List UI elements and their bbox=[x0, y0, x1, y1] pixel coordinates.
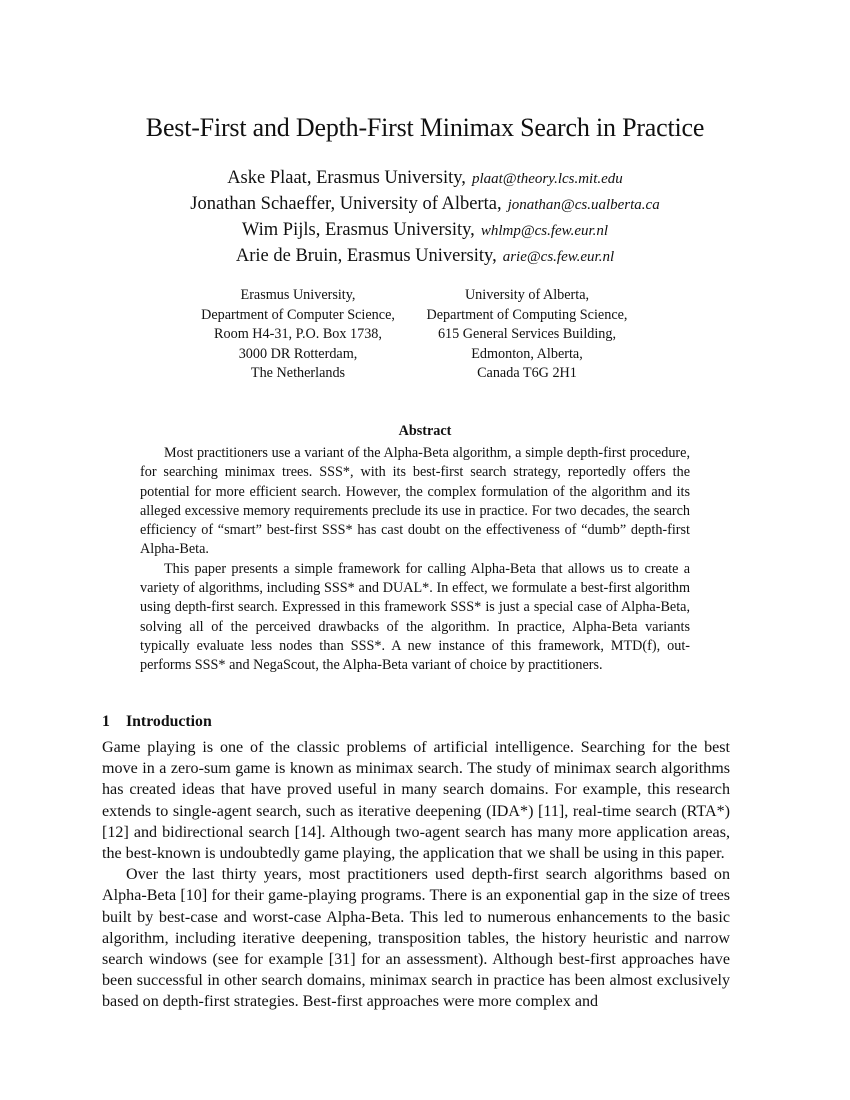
affiliation-line: 615 General Services Building, bbox=[437, 326, 617, 342]
author-line bbox=[0, 192, 850, 218]
author-email: arie@cs.few.eur.nl bbox=[502, 249, 615, 265]
affiliation-line: Canada T6G 2H1 bbox=[477, 365, 577, 381]
affiliation-line: Department of Computer Science, bbox=[201, 306, 395, 323]
body-paragraph: Game playing is one of the classic problems of artificial intelligence. Searching for the best move in a zero-sum game is known as minimax search. The study of minimax search algorithms has created ideas that have proved useful in many search domains. For example, this research extends to single-agent search, such as iterative deepening (IDA*) [11], real-time search (RTA*) [12] and bidirectional search [14]. Although two-agent search has many more application areas, the best-known is undoubtedly game playing, the application that we shall be using in this paper. bbox=[102, 739, 730, 863]
author-list bbox=[0, 166, 850, 270]
section-heading bbox=[102, 711, 212, 733]
author-name: Arie de Bruin, Erasmus University, bbox=[235, 246, 497, 266]
abstract-paragraph: This paper presents a simple framework for calling Alpha-Beta that allows us to create a variety of algorithms, including SSS* and DUAL*. In effect, we formulate a best-first algorithm using depth-first search. Expressed in this framework SSS* is just a special case of Alpha-Beta, solving all of the perceived drawbacks of the algorithm. In practice, Alpha-Beta variants typically evaluate less nodes than SSS*. A new instance of this framework, MTD(f), out-performs SSS* and NegaScout, the Alpha-Beta variant of choice by practitioners. bbox=[140, 560, 690, 674]
affiliation-alberta bbox=[404, 286, 650, 384]
abstract-body bbox=[140, 444, 690, 676]
body-paragraph: Over the last thirty years, most practitioners used depth-first search algorithms based on Alpha-Beta [10] for their game-playing programs. There is an exponential gap in the size of trees built by best-case and worst-case Alpha-Beta. This led to numerous enhancements to the basic algorithm, including iterative deepening, transposition tables, the history heuristic and narrow search windows (see for example [31] for an assessment). Although best-first approaches have been successful in other search domains, minimax search in practice has been almost exclusively based on depth-first strategies. Best-first approaches were more complex and bbox=[102, 866, 730, 1011]
abstract-paragraph: Most practitioners use a variant of the Alpha-Beta algorithm, a simple depth-first procedure, for searching minimax trees. SSS*, with its best-first search strategy, reportedly offers the potential for more efficient search. However, the complex formulation of the algorithm and its alleged excessive memory requirements preclude its use in practice. For two decades, the search efficiency of “smart” best-first SSS* has cast doubt on the effectiveness of “dumb” depth-first Alpha-Beta. bbox=[140, 445, 690, 558]
section-number: 1 bbox=[102, 713, 110, 730]
abstract-heading: Abstract bbox=[398, 423, 452, 439]
introduction-body bbox=[102, 737, 730, 1013]
author-line bbox=[0, 166, 850, 192]
author-email: plaat@theory.lcs.mit.edu bbox=[471, 171, 623, 187]
affiliation-line: University of Alberta, bbox=[464, 287, 590, 303]
affiliation-line: 3000 DR Rotterdam, bbox=[238, 345, 358, 362]
affiliation-line: Room H4-31, P.O. Box 1738, bbox=[214, 326, 382, 342]
affiliation-line: Department of Computing Science, bbox=[426, 306, 628, 323]
author-email: whlmp@cs.few.eur.nl bbox=[480, 223, 609, 239]
author-line bbox=[0, 218, 850, 244]
affiliation-line: The Netherlands bbox=[250, 365, 346, 381]
paper-title: Best-First and Depth-First Minimax Search in Practice bbox=[145, 113, 705, 142]
author-name: Wim Pijls, Erasmus University, bbox=[241, 220, 475, 240]
affiliation-line: Erasmus University, bbox=[240, 287, 356, 303]
author-name: Jonathan Schaeffer, University of Alberta, bbox=[190, 194, 502, 214]
author-name: Aske Plaat, Erasmus University, bbox=[227, 168, 466, 188]
section-title: Introduction bbox=[126, 713, 212, 730]
author-email: jonathan@cs.ualberta.ca bbox=[507, 197, 660, 213]
affiliation-erasmus bbox=[180, 286, 416, 384]
author-line bbox=[0, 244, 850, 270]
affiliation-line: Edmonton, Alberta, bbox=[471, 345, 583, 362]
